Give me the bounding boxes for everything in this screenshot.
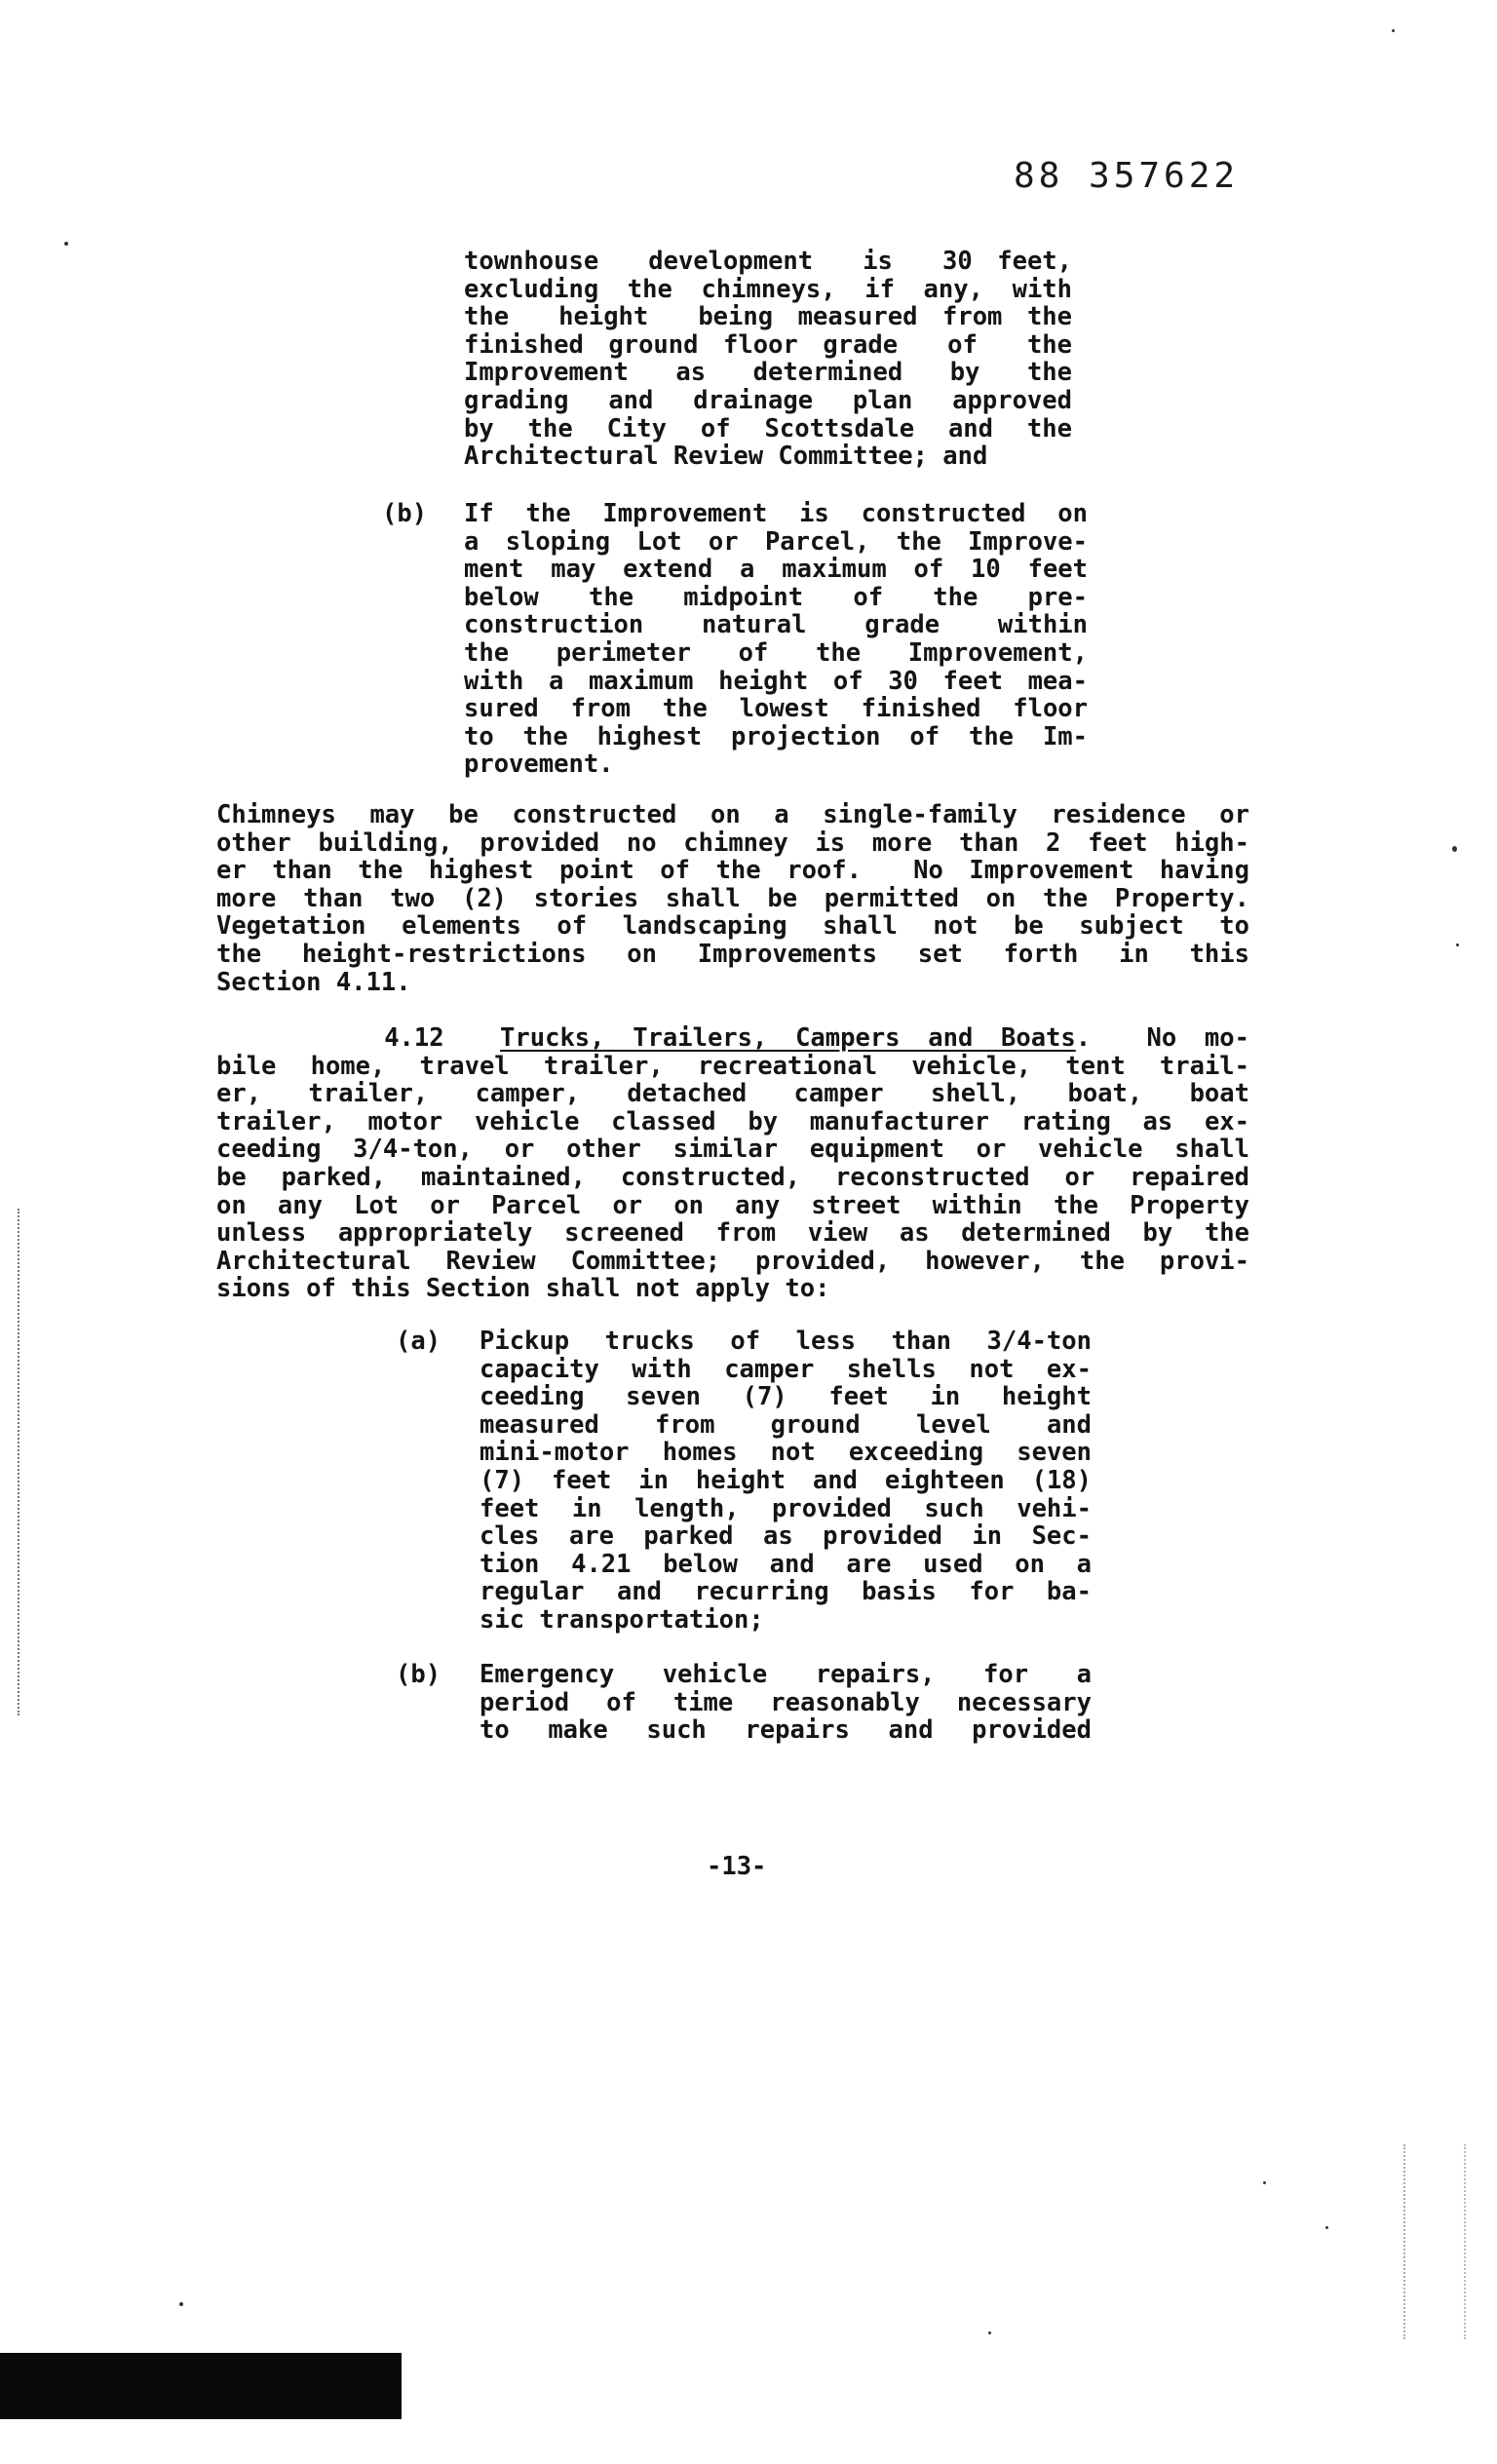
text-line: provement. — [464, 750, 614, 780]
item-label-b: (b) — [382, 499, 428, 528]
scan-speck — [988, 2331, 991, 2334]
redaction-bar — [0, 2353, 402, 2419]
section-number: 4.12 — [384, 1023, 444, 1053]
text-line: ceeding seven (7) feet in height — [480, 1382, 1092, 1412]
scan-speck — [1263, 2181, 1266, 2184]
text-line: townhouse development is 30 feet, — [464, 247, 1072, 276]
text-line: a sloping Lot or Parcel, the Improve- — [464, 526, 1088, 557]
paragraph-b-sloping — [464, 500, 1088, 779]
scan-edge-noise — [1403, 2144, 1466, 2339]
text-line: Vegetation elements of landscaping shall not be subject to — [216, 911, 1249, 942]
text-line: sions of this Section shall not apply to: — [216, 1274, 830, 1304]
text-line: grading and drainage plan approved — [464, 385, 1072, 415]
scan-speck — [1325, 2226, 1328, 2229]
paragraph-a-pickup — [480, 1328, 1092, 1635]
text-line: Architectural Review Committee; and — [464, 442, 988, 472]
text-line: by the City of Scottsdale and the — [464, 413, 1072, 443]
text-line: trailer, motor vehicle classed by manufacturer rating as ex- — [216, 1106, 1249, 1136]
text-line: the perimeter of the Improvement, — [464, 637, 1088, 668]
text-line: tion 4.21 below and are used on a — [480, 1549, 1092, 1579]
section-heading: Trucks, Trailers, Campers and Boats — [500, 1023, 1076, 1053]
text-line: on any Lot or Parcel or on any street within the Property — [216, 1190, 1249, 1220]
scan-speck — [1452, 846, 1457, 852]
text-line: the height being measured from the — [464, 302, 1072, 332]
text-line: bile home, travel trailer, recreational vehicle, tent trail- — [216, 1051, 1249, 1081]
text-line: er than the highest point of the roof. No Improvement having — [216, 856, 1249, 886]
scan-edge-noise — [18, 1209, 21, 1715]
text-line: the height-restrictions on Improvements set forth in this — [216, 939, 1249, 969]
document-number: 88 357622 — [1014, 156, 1240, 196]
text-line: capacity with camper shells not ex- — [480, 1354, 1092, 1384]
text-line: regular and recurring basis for ba- — [480, 1577, 1092, 1607]
text-line: other building, provided no chimney is more than 2 feet high- — [216, 828, 1249, 858]
text-line: with a maximum height of 30 feet mea- — [464, 666, 1088, 696]
text-line: (7) feet in height and eighteen (18) — [480, 1465, 1092, 1495]
text-line: be parked, maintained, constructed, reconstructed or repaired — [216, 1162, 1249, 1192]
section-heading-line — [216, 1024, 1249, 1053]
text-line: below the midpoint of the pre- — [464, 582, 1088, 612]
text-line: sured from the lowest finished floor — [464, 694, 1088, 724]
text-line: to the highest projection of the Im- — [464, 721, 1088, 751]
paragraph-chimneys — [216, 801, 1249, 996]
text-line: measured from ground level and — [480, 1409, 1092, 1440]
text-line: mini-motor homes not exceeding seven — [480, 1438, 1092, 1468]
text-line: to make such repairs and provided — [480, 1715, 1092, 1746]
text-line: Emergency vehicle repairs, for a — [480, 1660, 1092, 1689]
text-line: ment may extend a maximum of 10 feet — [464, 555, 1088, 585]
text-line: construction natural grade within — [464, 610, 1088, 640]
scan-speck — [64, 242, 68, 246]
text-line: unless appropriately screened from view as determined by the — [216, 1218, 1249, 1249]
text-line: If the Improvement is constructed on — [464, 499, 1088, 528]
scan-speck — [1456, 943, 1459, 946]
scan-speck — [1392, 29, 1395, 32]
text-line: cles are parked as provided in Sec- — [480, 1521, 1092, 1552]
text-line: feet in length, provided such vehi- — [480, 1493, 1092, 1523]
text-line: Pickup trucks of less than 3/4-ton — [480, 1327, 1092, 1356]
text-line: ceeding 3/4-ton, or other similar equipment or vehicle shall — [216, 1135, 1249, 1165]
page-number: -13- — [707, 1852, 767, 1881]
text-line: Chimneys may be constructed on a single-family residence or — [216, 800, 1249, 829]
paragraph-continuation — [464, 248, 1072, 471]
paragraph-b-emergency — [480, 1661, 1092, 1745]
text-line: finished ground floor grade of the — [464, 329, 1072, 360]
item-label-a: (a) — [396, 1327, 441, 1356]
scan-speck — [179, 2302, 183, 2306]
text-line: more than two (2) stories shall be permitted on the Property. — [216, 883, 1249, 913]
text-line: er, trailer, camper, detached camper shell, boat, boat — [216, 1079, 1249, 1109]
text-line: period of time reasonably necessary — [480, 1687, 1092, 1717]
section-heading-rest: . No mo- — [1075, 1023, 1249, 1053]
text-line: sic transportation; — [480, 1604, 764, 1635]
text-line: Section 4.11. — [216, 967, 411, 997]
text-line: Architectural Review Committee; provided, however, the provi- — [216, 1246, 1249, 1276]
text-line: Improvement as determined by the — [464, 358, 1072, 388]
item-label-b2: (b) — [396, 1660, 441, 1689]
text-line: excluding the chimneys, if any, with — [464, 274, 1072, 304]
section-4-12 — [216, 1024, 1249, 1303]
